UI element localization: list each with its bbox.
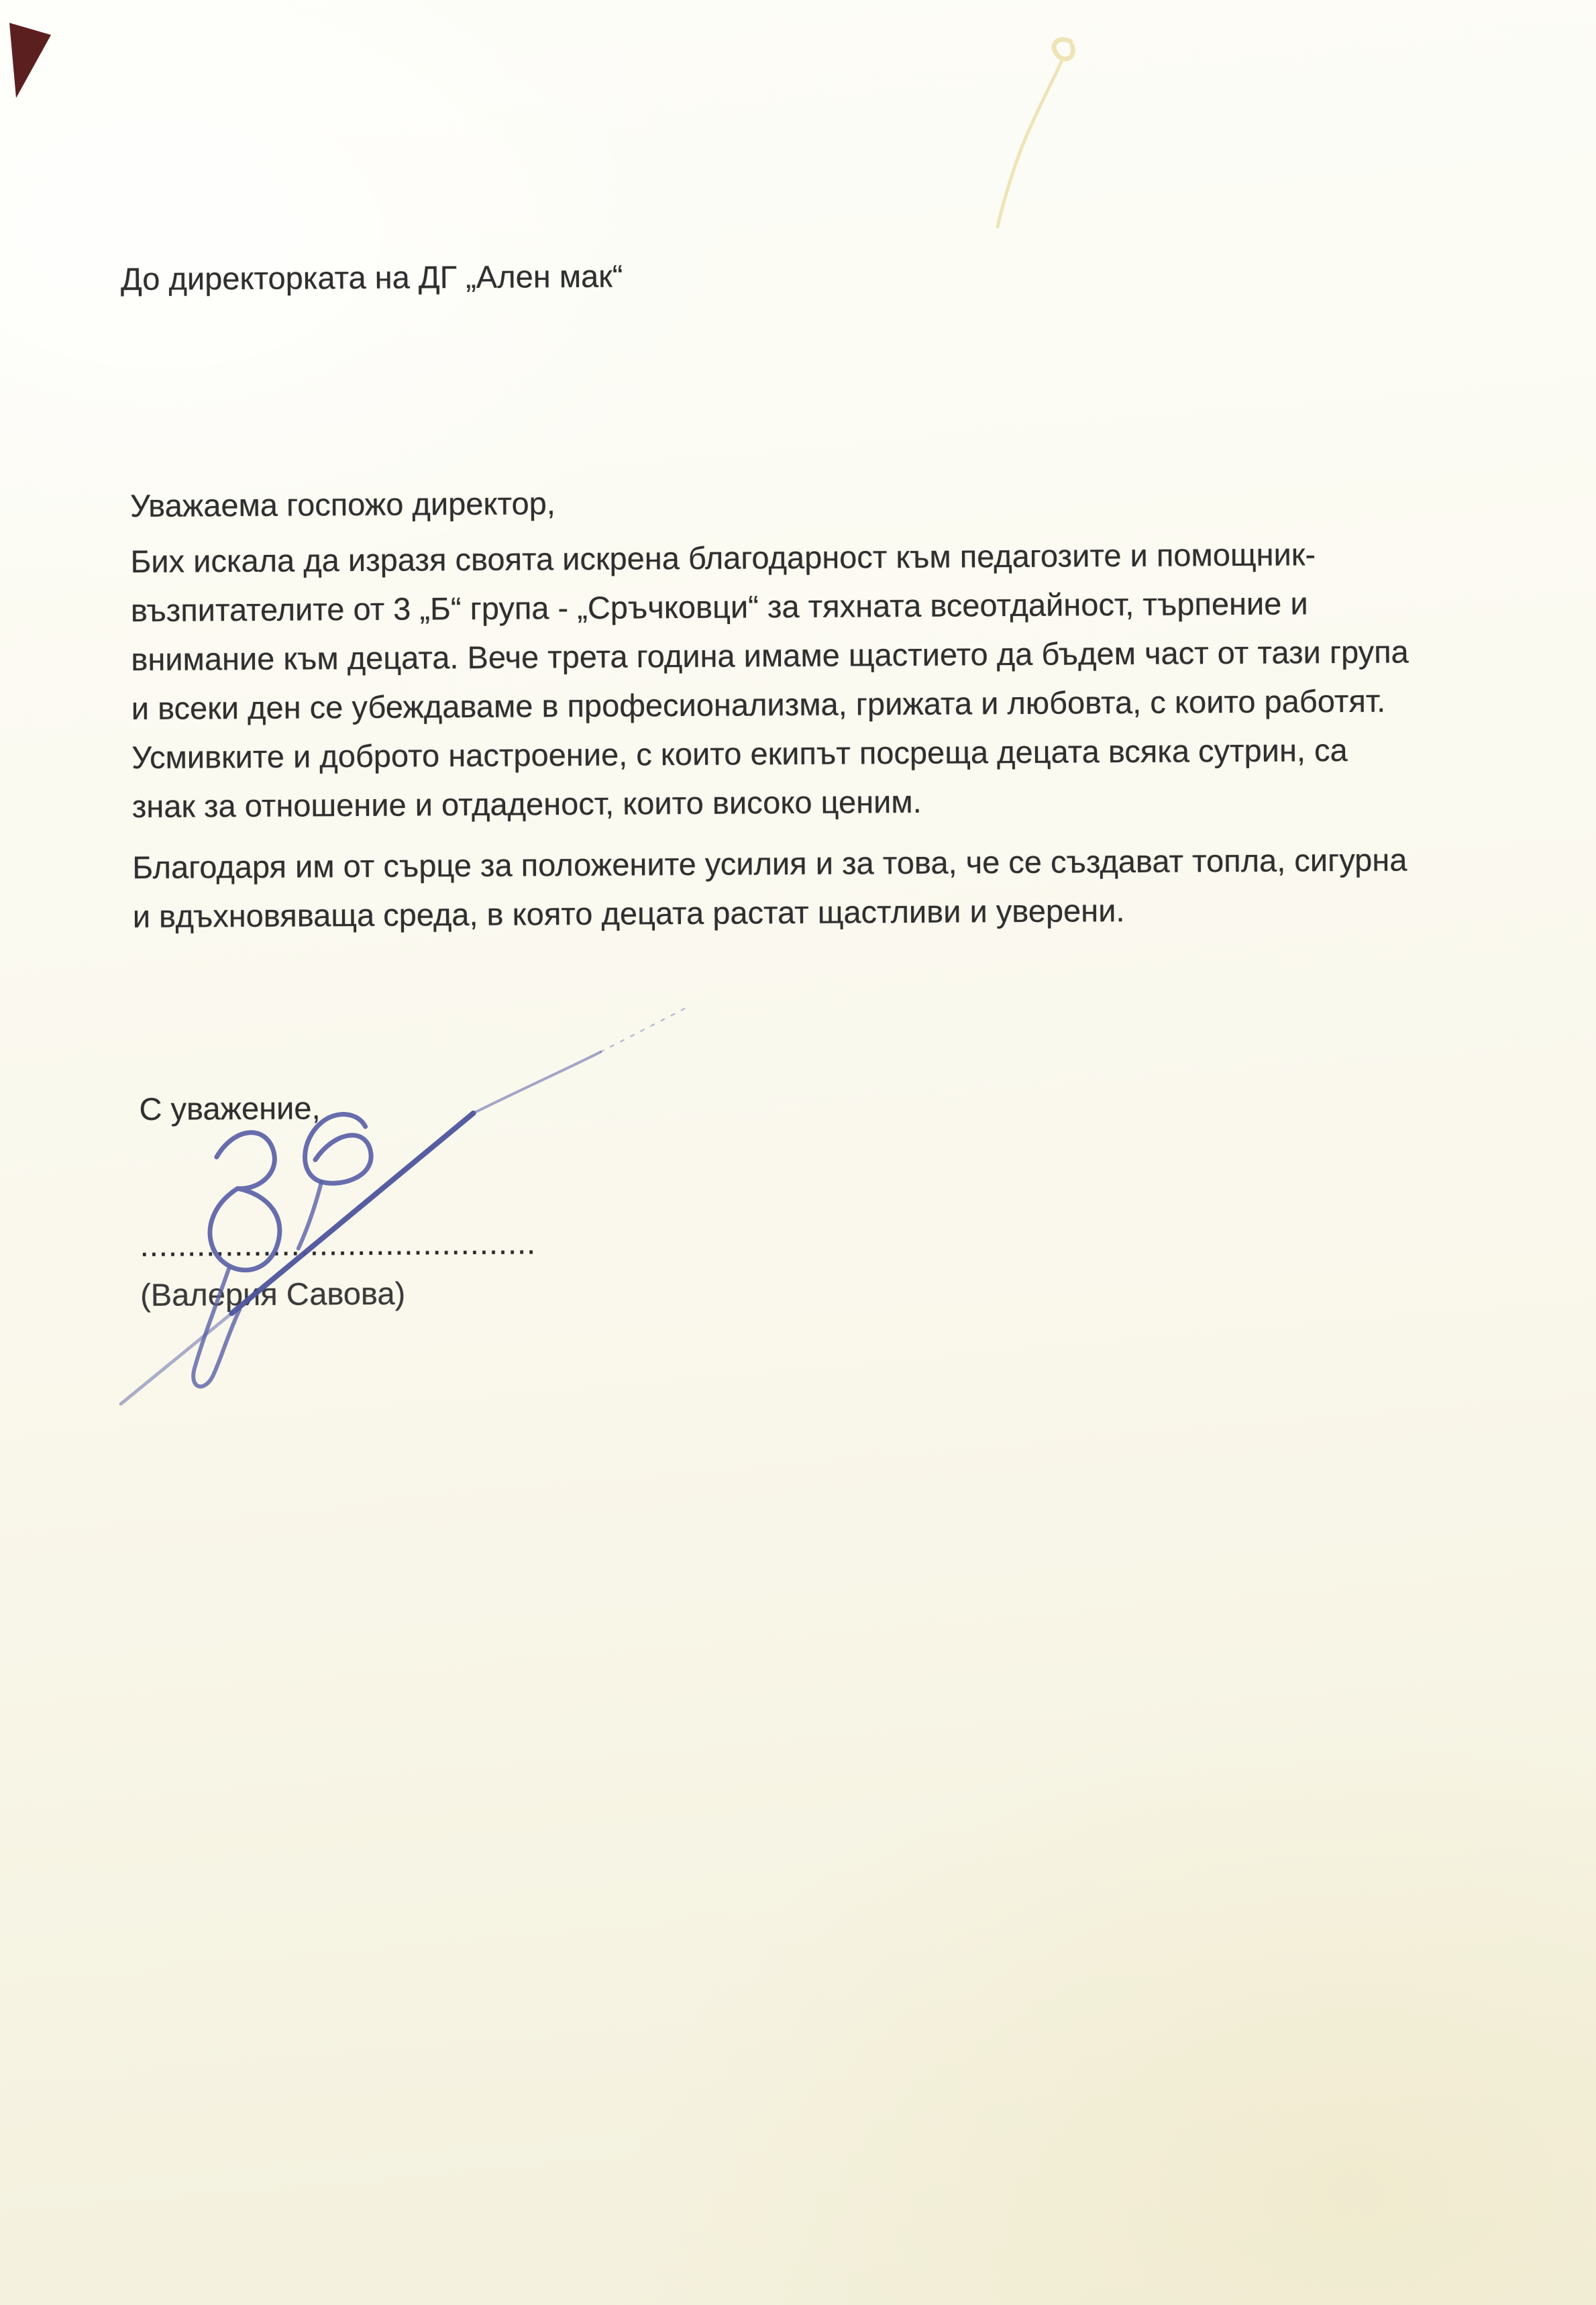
handwritten-signature bbox=[98, 956, 718, 1423]
signature-flourish-upper bbox=[473, 1052, 601, 1113]
signature-flourish-main bbox=[231, 1113, 475, 1313]
paragraph-line: Бих искала да изразя своята искрена благодарност към педагозите и помощник- bbox=[130, 536, 1316, 580]
paragraph-line: възпитателите от 3 „Б“ група - „Сръчковци“ за тяхната всеотдайност, търпение и bbox=[130, 585, 1308, 629]
paragraph-line: знак за отношение и отдаденост, които високо ценим. bbox=[131, 783, 922, 825]
closing-line: С уважение, bbox=[139, 1090, 321, 1127]
recipient-line: До директорката на ДГ „Ален мак“ bbox=[120, 258, 623, 297]
paragraph-line: Благодаря им от сърце за положените усилия и за това, че се създават топла, сигурна bbox=[132, 841, 1407, 886]
paragraph-line: и всеки ден се убеждаваме в професионализма, грижата и любовта, с които работят. bbox=[131, 682, 1386, 727]
body-paragraph-2 bbox=[132, 835, 1407, 941]
paragraph-line: Усмивките и доброто настроение, с които екипът посреща децата всяка сутрин, са bbox=[131, 731, 1348, 776]
signature-initial-2 bbox=[305, 1114, 371, 1183]
salutation-line: Уважаема госпожо директор, bbox=[129, 485, 555, 524]
paragraph-line: внимание към децата. Вече трета година имаме щастието да бъдем част от тази група bbox=[131, 633, 1409, 678]
signature-flourish-lower bbox=[120, 1313, 232, 1404]
signature-flourish-speckle bbox=[600, 1009, 685, 1052]
paragraph-line: и вдъхновяваща среда, в която децата растат щастливи и уверени. bbox=[132, 892, 1125, 935]
body-paragraph-1 bbox=[130, 529, 1409, 831]
signature-dotted-line: .......................................... bbox=[140, 1225, 537, 1263]
signature-initial-1 bbox=[209, 1132, 280, 1270]
signed-name-line: (Валерия Савова) bbox=[140, 1275, 406, 1313]
